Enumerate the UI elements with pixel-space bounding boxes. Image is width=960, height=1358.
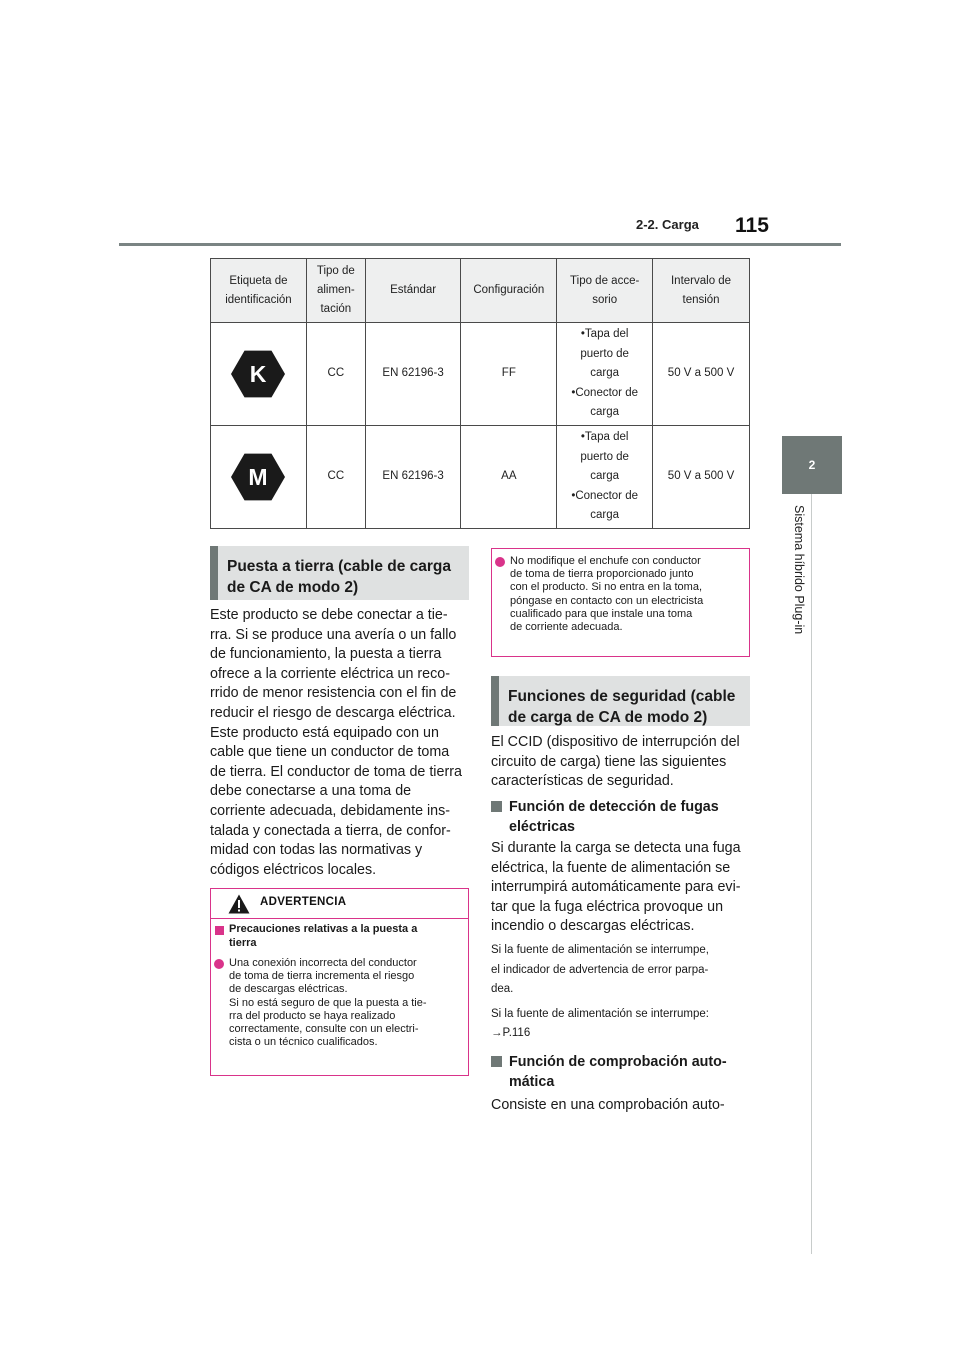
col-header-accessory: Tipo de acce- sorio bbox=[557, 259, 653, 323]
accessory-cell: •Tapa del puerto de carga •Conector de carga bbox=[557, 323, 653, 426]
square-bullet-icon bbox=[491, 801, 502, 812]
col-header-label: Etiqueta de identificación bbox=[211, 259, 307, 323]
col-header-supply: Tipo de alimen- tación bbox=[306, 259, 365, 323]
auto-check-body: Consiste en una comprobación auto- bbox=[491, 1097, 725, 1113]
round-bullet-icon bbox=[214, 959, 224, 969]
page-number: 115 bbox=[735, 214, 769, 237]
table-header-row bbox=[211, 259, 750, 323]
supply-cell: CC bbox=[306, 323, 365, 426]
chapter-divider bbox=[811, 494, 812, 1254]
header-rule bbox=[119, 243, 841, 246]
leak-detection-body: Si durante la carga se detecta una fuga eléctrica, la fuente de alimentación se interrumpirá automáticamente para evi- tar que la fuga eléctrica provoque un incendio o descargas eléctricas. bbox=[491, 840, 741, 935]
label-cell bbox=[211, 323, 307, 426]
col-header-voltage: Intervalo de tensión bbox=[653, 259, 750, 323]
page-reference-link[interactable]: →P.116 bbox=[491, 1027, 531, 1040]
config-cell: FF bbox=[461, 323, 557, 426]
round-bullet-icon bbox=[495, 557, 505, 567]
label-cell bbox=[211, 426, 307, 529]
square-bullet-icon bbox=[215, 926, 224, 935]
auto-check-heading: Función de comprobación auto- mática bbox=[491, 1052, 753, 1092]
grounding-heading: Puesta a tierra (cable de carga de CA de modo 2) bbox=[210, 546, 469, 600]
grounding-body: Este producto se debe conectar a tie- rra. Si se produce una avería o un fallo de funcionamiento, la puesta a tierra ofrece a la corriente eléctrica un reco- rrido de menor resistencia con el fin de reducir el riesgo de descarga eléctrica. Este producto está equipado con un cable que tiene un conductor de toma de tierra. El conductor de toma de tierra debe conectarse a una toma de corriente adecuada, debidamente ins- talada y conectada a tierra, de confor- midad con todas las normativas y códigos eléctricos locales. bbox=[210, 607, 462, 878]
svg-text:K: K bbox=[250, 361, 267, 387]
note-box bbox=[491, 548, 750, 657]
voltage-cell: 50 V a 500 V bbox=[653, 426, 750, 529]
warning-triangle-icon bbox=[228, 894, 250, 914]
table-row bbox=[211, 426, 750, 529]
warning-bullet: Una conexión incorrecta del conductor de toma de tierra incrementa el riesgo de descargas eléctricas. Si no está seguro de que la puesta a tie- rra del producto se haya realizado correctamente, consulte con un electri- cista o un técnico cualificados. bbox=[211, 950, 468, 1049]
hexagon-label-icon bbox=[231, 347, 285, 401]
svg-text:M: M bbox=[248, 464, 269, 490]
warning-header bbox=[211, 889, 468, 919]
standard-cell: EN 62196-3 bbox=[365, 323, 461, 426]
spec-table bbox=[210, 258, 750, 529]
leak-detection-heading: Función de detección de fugas eléctricas bbox=[491, 797, 753, 837]
voltage-cell: 50 V a 500 V bbox=[653, 323, 750, 426]
col-header-standard: Estándar bbox=[365, 259, 461, 323]
chapter-number: 2 bbox=[808, 458, 816, 472]
note-bullet: No modifique el enchufe con conductor de toma de tierra proporcionado junto con el producto. Si no entra en la toma, póngase en contacto con un electricista cualificado para que instale una toma de corriente adecuada. bbox=[492, 549, 749, 634]
warning-subhead: Precauciones relativas a la puesta a tierra bbox=[211, 919, 468, 950]
square-bullet-icon bbox=[491, 1056, 502, 1067]
standard-cell: EN 62196-3 bbox=[365, 426, 461, 529]
table-row bbox=[211, 323, 750, 426]
hexagon-label-icon bbox=[231, 450, 285, 504]
chapter-title: Sistema híbrido Plug-in bbox=[792, 505, 806, 635]
warning-box bbox=[210, 888, 469, 1076]
safety-heading: Funciones de seguridad (cable de carga de CA de modo 2) bbox=[491, 676, 750, 726]
warning-title: ADVERTENCIA bbox=[260, 896, 347, 908]
section-title: 2-2. Carga bbox=[636, 217, 699, 232]
supply-cell: CC bbox=[306, 426, 365, 529]
safety-intro: El CCID (dispositivo de interrupción del circuito de carga) tiene las siguientes características de seguridad. bbox=[491, 734, 740, 790]
col-header-config: Configuración bbox=[461, 259, 557, 323]
accessory-cell: •Tapa del puerto de carga •Conector de carga bbox=[557, 426, 653, 529]
leak-detection-note: Si la fuente de alimentación se interrumpe, el indicador de advertencia de error parpa- dea. Si la fuente de alimentación se interrumpe: →P.116 bbox=[491, 941, 753, 1044]
config-cell: AA bbox=[461, 426, 557, 529]
